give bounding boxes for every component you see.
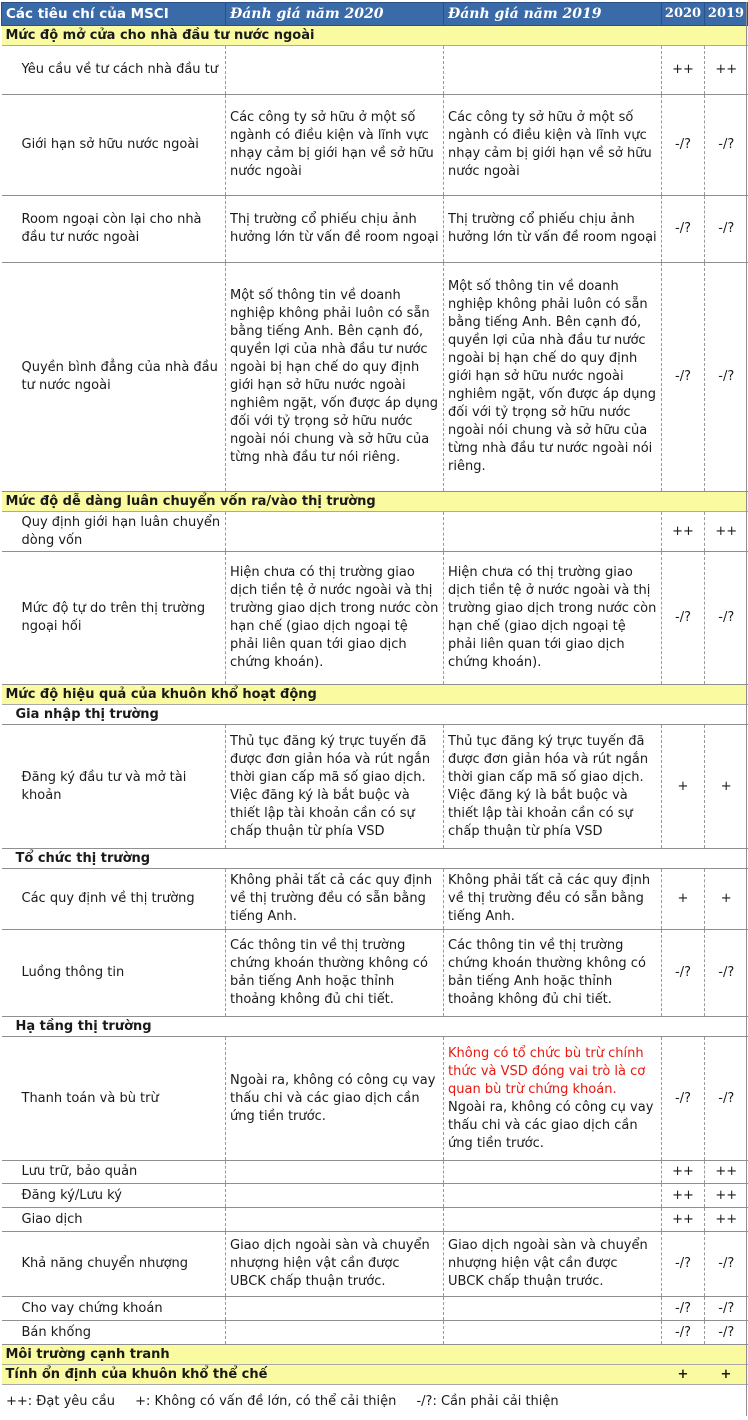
mark-2020-cell: -/? (662, 263, 705, 492)
mark-2019-cell: -/? (705, 196, 748, 263)
mark-2020-cell: -/? (662, 1297, 705, 1321)
comment-2019-cell: Các công ty sở hữu ở một số ngành có điều kiện và lĩnh vực nhạy cảm bị giới hạn về sở hữu nước ngoài (444, 95, 662, 196)
table-row (2, 512, 748, 552)
subsection-header (2, 1017, 748, 1037)
table-row (2, 46, 748, 95)
comment-2020-cell: Thủ tục đăng ký trực tuyến đã được đơn giản hóa và rút ngắn thời gian cấp mã số giao dịch. Việc đăng ký là bắt buộc và thiết lập tài khoản cần có sự chấp thuận từ phía VSD (226, 725, 444, 849)
mark-2019-cell: -/? (705, 552, 748, 685)
comment-2020-cell: Hiện chưa có thị trường giao dịch tiền tệ ở nước ngoài và thị trường giao dịch trong nước còn hạn chế (giao dịch ngoại tệ phải liên quan tới giao dịch chứng khoán). (226, 552, 444, 685)
legend-improve: -/?: Cần phải cải thiện (416, 1394, 559, 1409)
table-row (2, 1184, 748, 1208)
comment-2020-cell: Các công ty sở hữu ở một số ngành có điều kiện và lĩnh vực nhạy cảm bị giới hạn về sở hữu nước ngoài (226, 95, 444, 196)
criterion-cell: Các quy định về thị trường (2, 869, 226, 930)
section-mark-2020: + (662, 1365, 705, 1385)
header-year-2020: 2020 (662, 3, 705, 26)
criterion-cell: Giới hạn sở hữu nước ngoài (2, 95, 226, 196)
criterion-cell: Quyền bình đẳng của nhà đầu tư nước ngoài (2, 263, 226, 492)
comment-2019-cell: Giao dịch ngoài sàn và chuyển nhượng hiện vật cần được UBCK chấp thuận trước. (444, 1232, 662, 1297)
mark-2020-cell: ++ (662, 1184, 705, 1208)
comment-2020-cell: Ngoài ra, không có công cụ vay thấu chi và các giao dịch cần ứng tiền trước. (226, 1037, 444, 1161)
comment-2019-cell (444, 1161, 662, 1184)
table-row (2, 263, 748, 492)
comment-2020-cell (226, 46, 444, 95)
table-row (2, 930, 748, 1017)
criterion-cell: Quy định giới hạn luân chuyển dòng vốn (2, 512, 226, 552)
msci-table (1, 2, 748, 1385)
criterion-cell: Room ngoại còn lại cho nhà đầu tư nước ngoài (2, 196, 226, 263)
comment-2019-cell (444, 1184, 662, 1208)
mark-2020-cell: -/? (662, 1321, 705, 1345)
section-mark-2019 (705, 492, 748, 512)
legend-plus: +: Không có vấn đề lớn, có thể cải thiện (135, 1394, 397, 1409)
mark-2019-cell: ++ (705, 46, 748, 95)
mark-2019-cell: ++ (705, 1184, 748, 1208)
legend-pass: ++: Đạt yêu cầu (6, 1394, 115, 1409)
criterion-cell: Khả năng chuyển nhượng (2, 1232, 226, 1297)
mark-2020-cell: + (662, 869, 705, 930)
mark-2019-cell: -/? (705, 930, 748, 1017)
mark-2020-cell: -/? (662, 95, 705, 196)
table-body (2, 26, 748, 1385)
mark-2019-cell: + (705, 869, 748, 930)
criterion-cell: Yêu cầu về tư cách nhà đầu tư (2, 46, 226, 95)
table-row (2, 1321, 748, 1345)
comment-2019-cell (444, 512, 662, 552)
mark-2019-cell: -/? (705, 1321, 748, 1345)
criterion-cell: Luồng thông tin (2, 930, 226, 1017)
comment-2019-cell: Các thông tin về thị trường chứng khoán thường không có bản tiếng Anh hoặc thỉnh thoảng không đủ chi tiết. (444, 930, 662, 1017)
table-header (2, 3, 748, 26)
mark-2019-cell: -/? (705, 263, 748, 492)
table-row (2, 869, 748, 930)
subsection-title: Gia nhập thị trường (2, 705, 748, 725)
comment-2019-cell: Hiện chưa có thị trường giao dịch tiền tệ ở nước ngoài và thị trường giao dịch trong nước còn hạn chế (giao dịch ngoại tệ phải liên quan tới giao dịch chứng khoán). (444, 552, 662, 685)
section-mark-2020 (662, 492, 705, 512)
header-eval-2019: Đánh giá năm 2019 (444, 3, 662, 26)
comment-2019-cell: Không phải tất cả các quy định về thị trường đều có sẵn bằng tiếng Anh. (444, 869, 662, 930)
section-header (2, 26, 748, 46)
comment-2020-cell (226, 1208, 444, 1232)
section-mark-2019 (705, 26, 748, 46)
subsection-header (2, 849, 748, 869)
criterion-cell: Thanh toán và bù trừ (2, 1037, 226, 1161)
section-mark-2019: + (705, 1365, 748, 1385)
mark-2020-cell: -/? (662, 930, 705, 1017)
subsection-header (2, 705, 748, 725)
comment-2019-cell (444, 1297, 662, 1321)
mark-2020-cell: -/? (662, 552, 705, 685)
comment-2019-cell (444, 1208, 662, 1232)
criterion-cell: Lưu trữ, bảo quản (2, 1161, 226, 1184)
mark-2019-cell: -/? (705, 1232, 748, 1297)
section-title: Mức độ hiệu quả của khuôn khổ hoạt động (2, 685, 662, 705)
mark-2020-cell: -/? (662, 1232, 705, 1297)
comment-2019-text: Ngoài ra, không có công cụ vay thấu chi và các giao dịch cần ứng tiền trước. (448, 1099, 654, 1151)
criterion-cell: Bán khống (2, 1321, 226, 1345)
criterion-cell: Đăng ký/Lưu ký (2, 1184, 226, 1208)
comment-2020-cell: Một số thông tin về doanh nghiệp không phải luôn có sẵn bằng tiếng Anh. Bên cạnh đó, quyền lợi của nhà đầu tư nước ngoài bị hạn chế do quy định giới hạn sở hữu nước ngoài nghiêm ngặt, vốn được áp dụng đối với tỷ trọng sở hữu nước ngoài nói chung và sở hữu của từng nhà đầu tư nói riêng. (226, 263, 444, 492)
section-mark-2020 (662, 1345, 705, 1365)
mark-2019-cell: ++ (705, 1208, 748, 1232)
criterion-cell: Cho vay chứng khoán (2, 1297, 226, 1321)
criterion-cell: Mức độ tự do trên thị trường ngoại hối (2, 552, 226, 685)
mark-2019-cell: + (705, 725, 748, 849)
criterion-cell: Giao dịch (2, 1208, 226, 1232)
comment-2019-cell: Một số thông tin về doanh nghiệp không phải luôn có sẵn bằng tiếng Anh. Bên cạnh đó, quyền lợi của nhà đầu tư nước ngoài bị hạn chế do quy định giới hạn sở hữu nước ngoài nghiêm ngặt, vốn được áp dụng đối với tỷ trọng sở hữu nước ngoài nói chung và sở hữu của từng nhà đầu tư nước ngoài nói riêng. (444, 263, 662, 492)
table-row (2, 95, 748, 196)
mark-2019-cell: -/? (705, 1037, 748, 1161)
comment-2019-cell: Thủ tục đăng ký trực tuyến đã được đơn giản hóa và rút ngắn thời gian cấp mã số giao dịch. Việc đăng ký là bắt buộc và thiết lập tài khoản cần có sự chấp thuận từ phía VSD (444, 725, 662, 849)
table-row (2, 1297, 748, 1321)
section-title: Mức độ mở cửa cho nhà đầu tư nước ngoài (2, 26, 662, 46)
mark-2020-cell: -/? (662, 196, 705, 263)
mark-2019-cell: -/? (705, 1297, 748, 1321)
legend (6, 1394, 575, 1409)
section-header (2, 1365, 748, 1385)
comment-2020-cell (226, 1321, 444, 1345)
mark-2019-cell: ++ (705, 1161, 748, 1184)
comment-2020-cell (226, 1184, 444, 1208)
mark-2020-cell: ++ (662, 1161, 705, 1184)
comment-2019-cell (444, 1037, 662, 1161)
comment-2020-cell (226, 1161, 444, 1184)
subsection-title: Tổ chức thị trường (2, 849, 748, 869)
criterion-cell: Đăng ký đầu tư và mở tài khoản (2, 725, 226, 849)
table-row (2, 725, 748, 849)
section-mark-2019 (705, 1345, 748, 1365)
mark-2020-cell: + (662, 725, 705, 849)
header-eval-2020: Đánh giá năm 2020 (226, 3, 444, 26)
right-border (746, 2, 747, 1416)
subsection-title: Hạ tầng thị trường (2, 1017, 748, 1037)
section-header (2, 492, 748, 512)
comment-2020-cell: Không phải tất cả các quy định về thị trường đều có sẵn bằng tiếng Anh. (226, 869, 444, 930)
comment-2020-cell: Các thông tin về thị trường chứng khoán thường không có bản tiếng Anh hoặc thỉnh thoảng không đủ chi tiết. (226, 930, 444, 1017)
header-criteria: Các tiêu chí của MSCI (2, 3, 226, 26)
section-mark-2019 (705, 685, 748, 705)
table-row (2, 1208, 748, 1232)
section-title: Mức độ dễ dàng luân chuyển vốn ra/vào thị trường (2, 492, 662, 512)
comment-2019-highlight: Không có tổ chức bù trừ chính thức và VSD đóng vai trò là cơ quan bù trừ chứng khoán. (448, 1045, 646, 1097)
mark-2020-cell: ++ (662, 1208, 705, 1232)
comment-2019-cell (444, 46, 662, 95)
table-row (2, 1232, 748, 1297)
section-mark-2020 (662, 26, 705, 46)
section-title: Tính ổn định của khuôn khổ thể chế (2, 1365, 662, 1385)
comment-2020-cell: Thị trường cổ phiếu chịu ảnh hưởng lớn từ vấn đề room ngoại (226, 196, 444, 263)
mark-2019-cell: ++ (705, 512, 748, 552)
section-title: Môi trường cạnh tranh (2, 1345, 662, 1365)
table-row (2, 1161, 748, 1184)
mark-2020-cell: ++ (662, 46, 705, 95)
comment-2020-cell: Giao dịch ngoài sàn và chuyển nhượng hiện vật cần được UBCK chấp thuận trước. (226, 1232, 444, 1297)
comment-2019-cell: Thị trường cổ phiếu chịu ảnh hưởng lớn từ vấn đề room ngoại (444, 196, 662, 263)
table-row (2, 1037, 748, 1161)
mark-2020-cell: -/? (662, 1037, 705, 1161)
header-year-2019: 2019 (705, 3, 748, 26)
section-mark-2020 (662, 685, 705, 705)
comment-2020-cell (226, 512, 444, 552)
mark-2019-cell: -/? (705, 95, 748, 196)
mark-2020-cell: ++ (662, 512, 705, 552)
section-header (2, 685, 748, 705)
comment-2019-cell (444, 1321, 662, 1345)
table-row (2, 552, 748, 685)
comment-2020-cell (226, 1297, 444, 1321)
table-row (2, 196, 748, 263)
section-header (2, 1345, 748, 1365)
